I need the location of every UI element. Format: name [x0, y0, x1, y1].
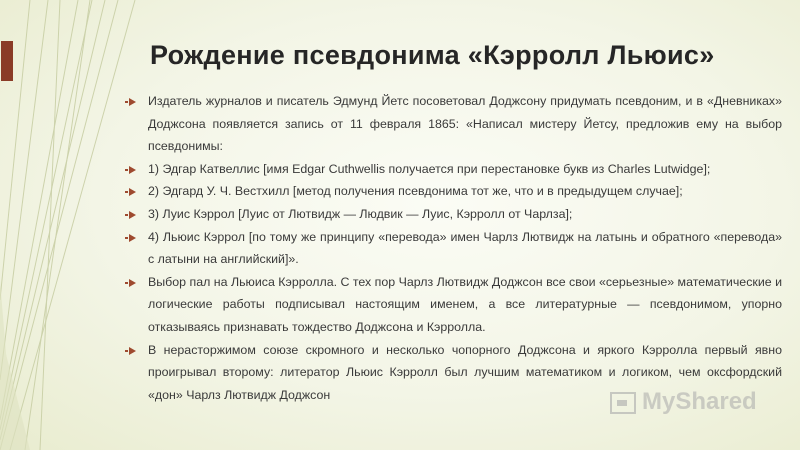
list-item-text: 3) Луис Кэррол [Луис от Лютвидж — Людвик — Луис, Кэрролл от Чарлза]; — [148, 206, 573, 221]
arrow-bullet-icon — [129, 166, 136, 174]
list-item — [126, 271, 782, 339]
arrow-bullet-icon — [129, 279, 136, 287]
bullet-list — [126, 90, 782, 406]
watermark-text: MyShared — [642, 388, 757, 415]
list-item-text: В нерасторжимом союзе скромного и несколько чопорного Доджсона и яркого Кэрролла первый явно проигрывал второму: литератор Льюис Кэрролл был лучшим математиком и логиком, чем оксфордский «дон» Чарлз Лютвидж Доджсон — [148, 342, 782, 402]
list-item — [126, 158, 782, 181]
list-item — [126, 226, 782, 271]
watermark — [610, 388, 757, 416]
arrow-bullet-icon — [129, 347, 136, 355]
decorative-lines — [0, 0, 140, 450]
arrow-bullet-icon — [129, 211, 136, 219]
list-item-text: 2) Эдгард У. Ч. Вестхилл [метод получения псевдонима тот же, что и в предыдущем случае]; — [148, 184, 683, 199]
arrow-bullet-icon — [129, 188, 136, 196]
title-accent-bar — [1, 41, 13, 81]
list-item — [126, 180, 782, 203]
list-item — [126, 90, 782, 158]
presentation-icon — [610, 392, 636, 414]
list-item-text: 1) Эдгар Катвеллис [имя Edgar Cuthwellis получается при перестановке букв из Charles Lutwidge]; — [148, 161, 711, 176]
arrow-bullet-icon — [129, 98, 136, 106]
list-item-text: Выбор пал на Льюиса Кэрролла. С тех пор Чарлз Лютвидж Доджсон все свои «серьезные» математические и логические работы подписывал настоящим именем, а все литературные — псевдонимом, упорно отказываясь признавать тождество Доджсона и Кэрролла. — [148, 274, 782, 334]
arrow-bullet-icon — [129, 234, 136, 242]
slide-title: Рождение псевдонима «Кэрролл Льюис» — [150, 40, 715, 70]
list-item-text: 4) Льюис Кэррол [по тому же принципу «перевода» имен Чарлз Лютвидж на латынь и обратного «перевода» с латыни на английский]». — [148, 229, 782, 267]
list-item — [126, 203, 782, 226]
list-item-text: Издатель журналов и писатель Эдмунд Йетс посоветовал Доджсону придумать псевдоним, и в «Дневниках» Доджсона появляется запись от 11 февраля 1865: «Написал мистеру Йетсу, предложив ему на выбор псевдонимы: — [148, 94, 782, 154]
